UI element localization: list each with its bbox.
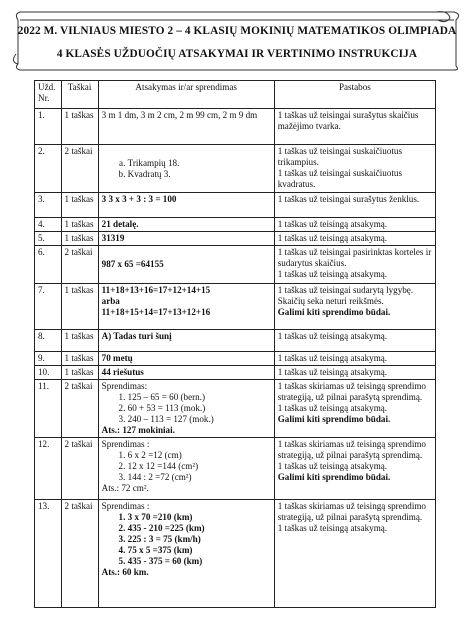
task-points: 1 taškas <box>61 330 98 352</box>
task-points: 2 taškai <box>61 500 98 608</box>
list-item: 1. 6 x 2 =12 (cm) <box>128 450 271 461</box>
list-item: 1. 125 – 65 = 60 (bern.) <box>128 392 271 403</box>
task-notes <box>274 500 435 608</box>
list-item: 3. 144 : 2 =72 (cm²) <box>128 472 271 483</box>
table-row <box>35 246 436 284</box>
note-line: Galimi kiti sprendimo būdai. <box>277 307 391 317</box>
solution-steps <box>102 392 271 425</box>
solution-answer: Ats.: 60 km. <box>101 567 149 577</box>
table-header-row <box>35 81 436 109</box>
scroll-banner <box>8 6 466 70</box>
list-item: 2. 12 x 12 =144 (cm²) <box>128 461 271 472</box>
task-points: 2 taškai <box>61 246 98 284</box>
table-row <box>35 366 436 380</box>
task-answer: 3 m 1 dm, 3 m 2 cm, 2 m 99 cm, 2 m 9 dm <box>98 109 274 145</box>
task-answer <box>98 438 274 500</box>
table-row <box>35 193 436 218</box>
note-line: 1 taškas už teisingai sudarytą lygybę. <box>277 285 414 295</box>
note-line: 1 taškas už teisingai surašytus ženklus. <box>277 194 420 204</box>
note-line: 1 taškas skiriamas už teisingą sprendimo strategiją, už pilnai parašytą sprendimą. <box>277 381 426 402</box>
page-subtitle: 4 KLASĖS UŽDUOČIŲ ATSAKYMAI IR VERTINIMO INSTRUKCIJA <box>56 48 418 60</box>
task-number: 3. <box>35 193 62 218</box>
note-line: 1 taškas skiriamas už teisingą sprendimo strategiją, už pilnai parašytą sprendimą. <box>277 501 426 522</box>
task-answer: 21 detalę. <box>98 218 274 232</box>
task-number: 2. <box>35 145 62 193</box>
task-number: 5. <box>35 232 62 246</box>
task-notes <box>274 330 435 352</box>
task-answer: 987 x 65 =64155 <box>98 246 274 284</box>
list-item: 2. 60 + 53 = 113 (mok.) <box>128 403 271 414</box>
solution-steps <box>102 512 271 567</box>
task-answer: 70 metų <box>98 352 274 366</box>
solution-steps <box>102 450 271 483</box>
task-answer: 31319 <box>98 232 274 246</box>
col-header-points: Taškai <box>61 81 98 109</box>
list-item: 4. 75 x 5 =375 (km) <box>128 545 271 556</box>
task-number: 8. <box>35 330 62 352</box>
answers-table <box>34 80 436 608</box>
note-line: 1 taškas už teisingai suskaičiuotus kvadratus. <box>277 168 402 189</box>
task-notes <box>274 218 435 232</box>
task-answer: 44 riešutus <box>98 366 274 380</box>
table-row <box>35 330 436 352</box>
solution-title: Sprendimas : <box>101 501 150 511</box>
task-notes <box>274 366 435 380</box>
note-line: 1 taškas už teisingą atsakymą. <box>277 331 388 341</box>
task-points: 1 taškas <box>61 109 98 145</box>
table-row <box>35 109 436 145</box>
task-answer <box>98 380 274 438</box>
list-item: 3. 225 : 3 = 75 (km/h) <box>128 534 271 545</box>
list-item: 5. 435 - 375 = 60 (km) <box>128 556 271 567</box>
solution-title: Sprendimas: <box>101 381 148 391</box>
task-points: 2 taškai <box>61 438 98 500</box>
task-notes <box>274 380 435 438</box>
note-line: 1 taškas už teisingą atsakymą. <box>277 523 388 533</box>
col-header-notes: Pastabos <box>274 81 435 109</box>
note-line: 1 taškas už teisingą atsakymą. <box>277 269 388 279</box>
task-notes <box>274 193 435 218</box>
page-title: 2022 M. VILNIAUS MIESTO 2 – 4 KLASIŲ MOKINIŲ MATEMATIKOS OLIMPIADA <box>17 25 457 37</box>
task-number: 13. <box>35 500 62 608</box>
note-line: 1 taškas už teisingai suskaičiuotus trikampius. <box>277 146 402 167</box>
task-number: 6. <box>35 246 62 284</box>
answer-list <box>102 158 271 180</box>
solution-answer: Ats.: 127 mokiniai. <box>101 425 175 435</box>
note-line: 1 taškas už teisingą atsakymą. <box>277 367 388 377</box>
col-header-answer: Atsakymas ir/ar sprendimas <box>98 81 274 109</box>
solution-answer: Ats.: 72 cm². <box>101 483 149 493</box>
list-item: b. Kvadratų 3. <box>128 169 271 180</box>
task-number: 10. <box>35 366 62 380</box>
task-answer: 3 3 x 3 + 3 : 3 = 100 <box>98 193 274 218</box>
note-line: 1 taškas už teisingą atsakymą. <box>277 403 388 413</box>
note-line: 1 taškas už teisingai pasirinktas korteles ir sudarytus skaičius. <box>277 247 432 268</box>
table-row <box>35 352 436 366</box>
note-line: Galimi kiti sprendimo būdai. <box>277 414 391 424</box>
answer-line: 11+18+13+16=17+12+14+15 <box>101 285 211 295</box>
task-points: 1 taškas <box>61 366 98 380</box>
task-notes <box>274 109 435 145</box>
task-notes <box>274 232 435 246</box>
task-answer <box>98 145 274 193</box>
task-number: 1. <box>35 109 62 145</box>
table-row <box>35 218 436 232</box>
note-line: 1 taškas už teisingą atsakymą. <box>277 233 388 243</box>
task-answer: A) Tadas turi šunį <box>98 330 274 352</box>
note-line: Galimi kiti sprendimo būdai. <box>277 472 391 482</box>
col-header-nr: Užd. Nr. <box>35 81 62 109</box>
list-item: a. Trikampių 18. <box>128 158 271 169</box>
table-row <box>35 500 436 608</box>
note-line: 1 taškas už teisingai surašytus skaičius mažėjimo tvarka. <box>277 110 419 131</box>
task-notes <box>274 246 435 284</box>
task-number: 9. <box>35 352 62 366</box>
table-row <box>35 145 436 193</box>
task-points: 2 taškai <box>61 380 98 438</box>
list-item: 3. 240 – 113 = 127 (mok.) <box>128 414 271 425</box>
task-notes <box>274 352 435 366</box>
note-line: 1 taškas už teisingą atsakymą. <box>277 353 388 363</box>
answer-line: arba <box>101 296 120 306</box>
task-answer <box>98 284 274 330</box>
task-points: 1 taškas <box>61 232 98 246</box>
task-number: 4. <box>35 218 62 232</box>
table-row <box>35 284 436 330</box>
note-line: 1 taškas už teisingą atsakymą. <box>277 461 388 471</box>
answer-line: 11+18+15+14=17+13+12+16 <box>101 307 211 317</box>
list-item: 2. 435 - 210 =225 (km) <box>128 523 271 534</box>
scroll-banner-graphic <box>8 6 466 72</box>
table-row <box>35 232 436 246</box>
task-number: 12. <box>35 438 62 500</box>
solution-title: Sprendimas : <box>101 439 150 449</box>
task-answer <box>98 500 274 608</box>
task-notes <box>274 284 435 330</box>
note-line: 1 taškas skiriamas už teisingą sprendimo strategiją, už pilnai parašytą sprendimą. <box>277 439 426 460</box>
note-line: 1 taškas už teisingą atsakymą. <box>277 219 388 229</box>
list-item: 1. 3 x 70 =210 (km) <box>128 512 271 523</box>
task-points: 1 taškas <box>61 193 98 218</box>
task-notes <box>274 145 435 193</box>
table-row <box>35 438 436 500</box>
note-line: Skaičių seka neturi reikšmės. <box>277 296 384 306</box>
task-points: 1 taškas <box>61 352 98 366</box>
task-number: 11. <box>35 380 62 438</box>
task-number: 7. <box>35 284 62 330</box>
task-points: 1 taškas <box>61 284 98 330</box>
task-points: 1 taškas <box>61 218 98 232</box>
task-notes <box>274 438 435 500</box>
task-points: 2 taškai <box>61 145 98 193</box>
table-row <box>35 380 436 438</box>
